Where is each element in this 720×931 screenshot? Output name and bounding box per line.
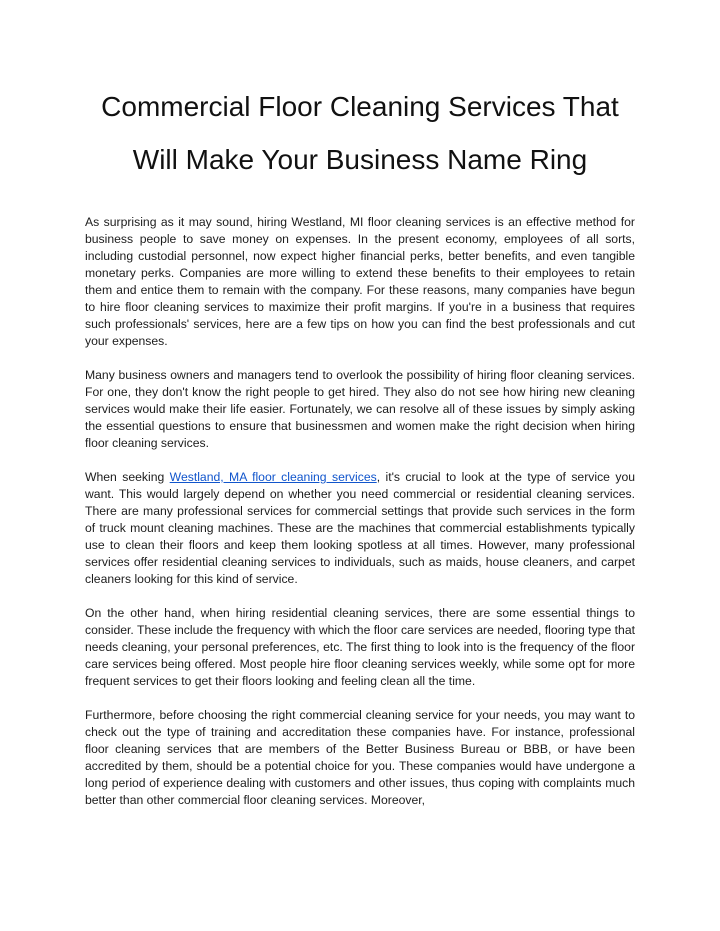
paragraph-1: As surprising as it may sound, hiring Westland, MI floor cleaning services is an effective method for business people to save money on expenses. In the present economy, employees of all sorts, including custodial personnel, now expect higher financial perks, better benefits, and even tangible monetary perks. Companies are more willing to extend these benefits to their employees to retain them and entice them to remain with the company. For these reasons, many companies have begun to hire floor cleaning services to maximize their profit margins. If you're in a business that requires such professionals' services, here are a few tips on how you can find the best professionals and cut your expenses. [85, 215, 635, 348]
title-line-2: Will Make Your Business Name Ring [132, 144, 588, 175]
title-line-1: Commercial Floor Cleaning Services That [101, 91, 619, 122]
paragraph-3-lead: When seeking [85, 470, 170, 484]
document-page [85, 0, 635, 826]
paragraph-4: On the other hand, when hiring residential cleaning services, there are some essential things to consider. These include the frequency with which the floor care services are needed, flooring type that needs cleaning, your personal preferences, etc. The first thing to look into is the frequency of the floor care services being offered. Most people hire floor cleaning services weekly, while some opt for more frequent services to get their floors looking and feeling clean all the time. [85, 606, 635, 688]
page-title [85, 0, 635, 186]
paragraph-3 [85, 469, 635, 588]
paragraph-3-rest: , it's crucial to look at the type of service you want. This would largely depend on whether you need commercial or residential cleaning services. There are many professional services for commercial settings that provide such services in the form of truck mount cleaning machines. These are the machines that commercial establishments typically use to clean their floors and keep them looking spotless at all times. However, many professional services offer residential cleaning services to individuals, such as maids, house cleaners, and carpet cleaners looking for this kind of service. [85, 470, 635, 586]
westland-cleaning-link[interactable]: Westland, MA floor cleaning services [169, 470, 377, 484]
paragraph-2: Many business owners and managers tend to overlook the possibility of hiring floor cleaning services. For one, they don't know the right people to get hired. They also do not see how hiring new cleaning services would make their life easier. Fortunately, we can resolve all of these issues by simply asking the essential questions to ensure that businessmen and women make the right decision when hiring floor cleaning services. [85, 368, 635, 450]
paragraph-5: Furthermore, before choosing the right commercial cleaning service for your needs, you may want to check out the type of training and accreditation these companies have. For instance, professional floor cleaning services that are members of the Better Business Bureau or BBB, or have been accredited by them, should be a potential choice for you. These companies would have undergone a long period of experience dealing with customers and other issues, thus coping with complaints much better than other commercial floor cleaning services. Moreover, [85, 708, 635, 807]
article-body [85, 214, 635, 809]
